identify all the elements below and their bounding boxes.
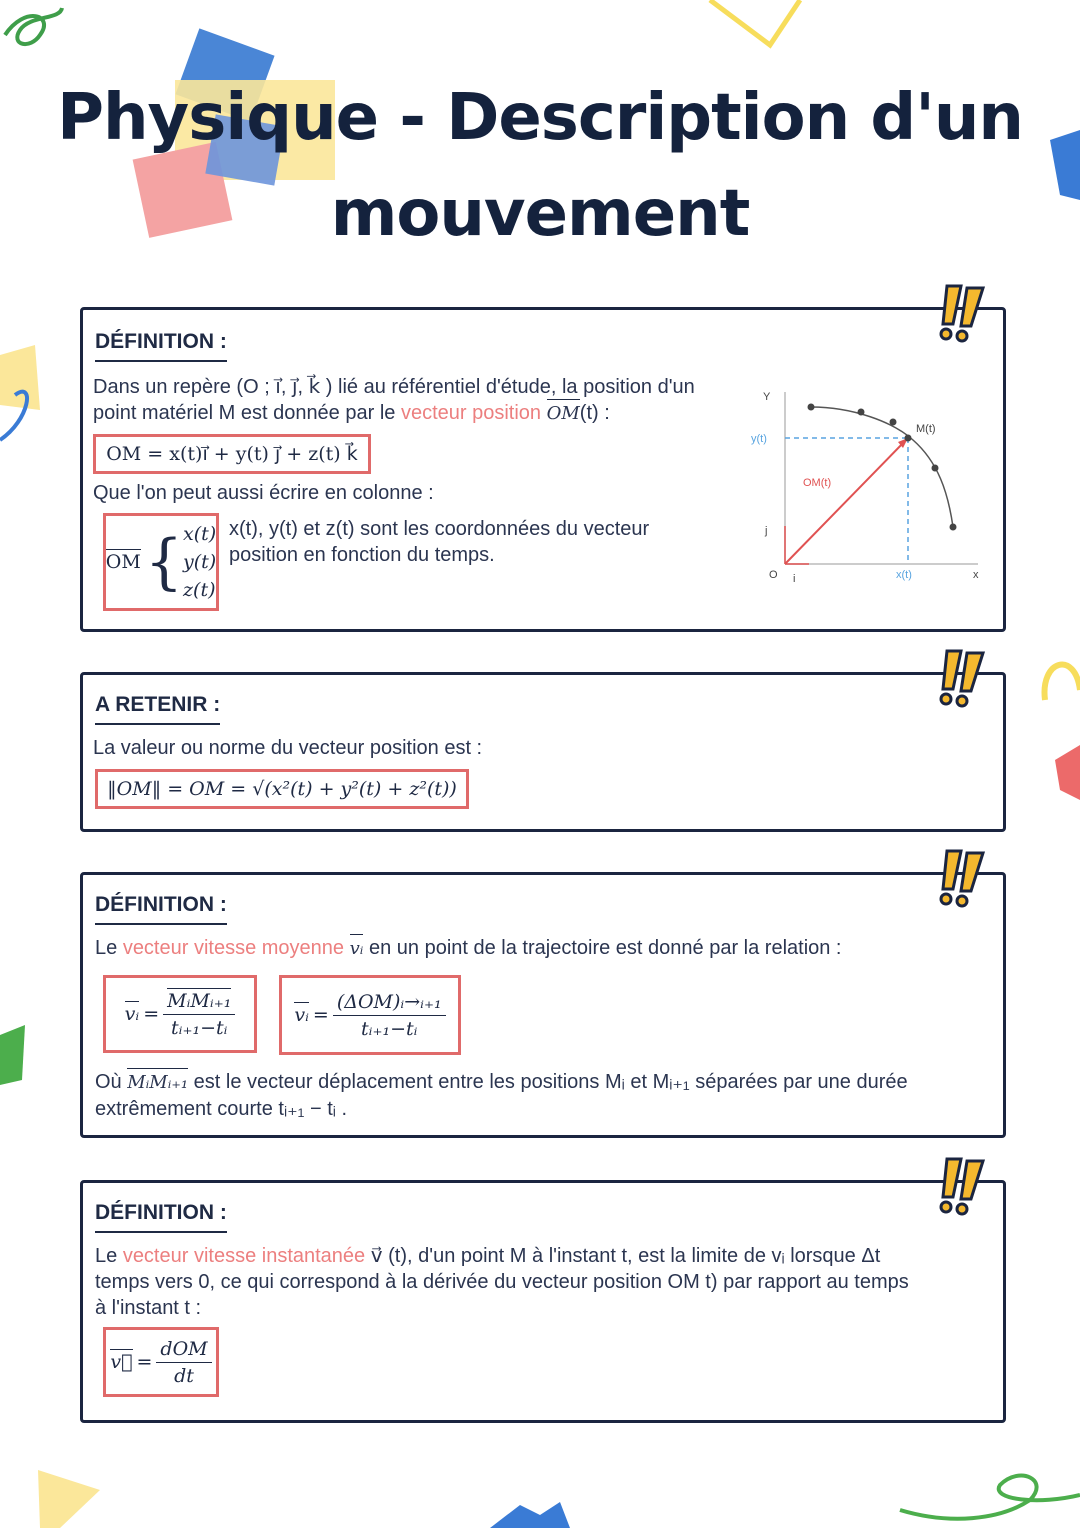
trajectory-point (858, 409, 865, 416)
highlight-vitesse-instantanee: vecteur vitesse instantanée (122, 1245, 366, 1267)
equals-sign: = (312, 1004, 329, 1026)
position-vector (785, 440, 906, 564)
warning-icon (935, 845, 999, 909)
label-j: j (765, 525, 768, 537)
definition-card-position (80, 307, 1006, 632)
norm-formula: ‖OM‖ = OM = √(x²(t) + y²(t) + z²(t)) (107, 778, 457, 800)
vector-om: OM (547, 401, 580, 427)
card-title: DÉFINITION : (95, 893, 227, 925)
text-line: à l'instant t : (95, 1297, 202, 1319)
text-line: x(t), y(t) et z(t) sont les coordonnées du vecteur (229, 518, 650, 540)
card-title: DÉFINITION : (95, 330, 227, 362)
vector-vi: vᵢ (350, 936, 364, 962)
text-fragment: en un point de la trajectoire est donné par la relation : (363, 937, 842, 959)
text-fragment: Où (95, 1071, 128, 1093)
card-title: DÉFINITION : (95, 1201, 227, 1233)
text-fragment: v⃗ (t), d'un point M à l'instant t, est la limite de vᵢ lorsque Δt (365, 1245, 881, 1267)
yellow-bottom-left (38, 1470, 100, 1528)
definition-card-instant-velocity (80, 1180, 1006, 1423)
equals-sign: = (143, 1003, 160, 1025)
column-label: OM (105, 551, 141, 573)
text-line (95, 1069, 995, 1096)
remember-card-norm (80, 672, 1006, 832)
column-intro: Que l'on peut aussi écrire en colonne : (93, 482, 434, 504)
label-yt: y(t) (751, 433, 767, 445)
text-fragment: est le vecteur déplacement entre les positions Mᵢ et Mᵢ₊₁ séparées par une durée (188, 1071, 908, 1093)
norm-formula-box (95, 769, 469, 809)
text-fragment: (t) : (579, 402, 610, 424)
highlight-vitesse-moyenne: vecteur vitesse moyenne (122, 937, 345, 959)
text-line: temps vers 0, ce qui correspond à la dérivée du vecteur position OM t) par rapport au temps (95, 1271, 909, 1293)
formula-lhs: v⃗ (110, 1351, 133, 1373)
brace: { (144, 527, 184, 597)
numerator (163, 990, 235, 1015)
yellow-left (0, 345, 40, 410)
title-line-2: mouvement (330, 177, 750, 251)
label-mt: M(t) (916, 423, 936, 435)
col-y: y(t) (183, 551, 217, 573)
formula-lhs: vᵢ (124, 1003, 140, 1025)
card-title: A RETENIR : (95, 693, 220, 725)
yellow-loop-right (1045, 665, 1080, 700)
pink-edge-right (1055, 745, 1080, 800)
trajectory-point (808, 404, 815, 411)
instant-velocity-definition (95, 1243, 995, 1321)
formula-position: OM = x(t)ı⃗ + y(t) ȷ⃗ + z(t) k⃗ (106, 443, 358, 465)
fraction (156, 1338, 211, 1387)
highlight-vecteur-position: vecteur position (400, 402, 542, 424)
column-formula-box (103, 513, 219, 611)
label-omt: OM(t) (803, 477, 832, 489)
warning-icon (935, 645, 999, 709)
text-fragment: point matériel M est donnée par le (93, 402, 401, 424)
formula-lhs: vᵢ (294, 1004, 309, 1026)
numerator: dOM (156, 1338, 211, 1363)
text-line (95, 1243, 995, 1269)
fraction (333, 991, 446, 1040)
page-title (0, 70, 1080, 262)
denominator: tᵢ₊₁−tᵢ (171, 1016, 228, 1039)
squiggle-topleft (5, 8, 62, 44)
trajectory-graph (743, 382, 993, 582)
text-line: Dans un repère (O ; ı⃗, ȷ⃗, k⃗ ) lié au référentiel d'étude, la position d'un (93, 376, 695, 398)
yellow-v-top (710, 0, 800, 45)
label-axis-y: Y (763, 391, 771, 403)
displacement-explanation (95, 1069, 995, 1122)
vector-mimi1: MᵢMᵢ₊₁ (167, 989, 232, 1012)
equals-sign: = (136, 1351, 153, 1373)
trajectory-point (890, 419, 897, 426)
text-line: extrêmement courte tᵢ₊₁ − tᵢ . (95, 1098, 348, 1120)
denominator: dt (174, 1364, 194, 1387)
fraction (163, 990, 235, 1039)
definition-text (93, 374, 733, 427)
column-values (183, 520, 216, 604)
instant-velocity-formula-box (103, 1327, 219, 1397)
norm-intro: La valeur ou norme du vecteur position est : (93, 737, 483, 759)
denominator: tᵢ₊₁−tᵢ (361, 1017, 418, 1040)
col-x: x(t) (183, 523, 217, 545)
text-fragment: Le (95, 1245, 123, 1267)
warning-icon (935, 1153, 999, 1217)
vector-mimi1: MᵢMᵢ₊₁ (127, 1070, 188, 1096)
col-z: z(t) (183, 579, 216, 601)
green-squiggle-bottom (900, 1476, 1080, 1519)
trajectory-point (950, 524, 957, 531)
numerator: (ΔOM)ᵢ→ᵢ₊₁ (333, 991, 446, 1016)
mean-velocity-formula-2 (279, 975, 461, 1055)
title-line-1: Physique - Description d'un (57, 81, 1023, 155)
label-axis-x: x (973, 569, 979, 581)
label-origin: O (769, 569, 778, 581)
coordinates-explanation (229, 516, 709, 568)
blue-bottom (490, 1502, 570, 1528)
mean-velocity-formula-1 (103, 975, 257, 1053)
trajectory-point (932, 465, 939, 472)
text-line (93, 400, 733, 427)
label-xt: x(t) (896, 569, 912, 581)
text-fragment: Le (95, 937, 123, 959)
label-i: i (793, 573, 796, 582)
green-edge-left (0, 1025, 25, 1085)
mean-velocity-definition (95, 935, 975, 962)
trajectory-point (905, 435, 912, 442)
definition-card-mean-velocity (80, 872, 1006, 1138)
text-line: position en fonction du temps. (229, 544, 495, 566)
formula-position-box (93, 434, 371, 474)
warning-icon (935, 280, 999, 344)
